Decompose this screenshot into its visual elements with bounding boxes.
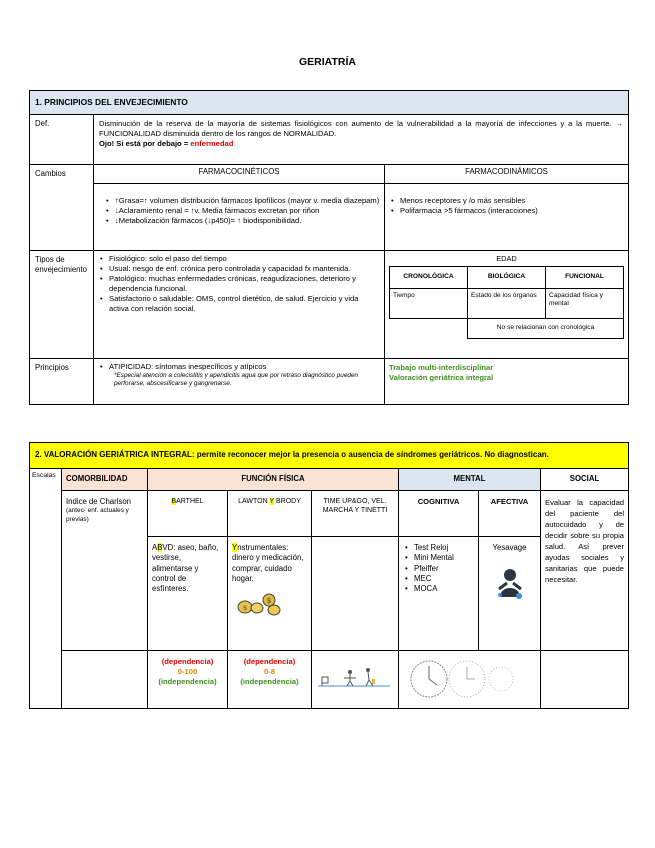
lawton-header <box>228 491 312 537</box>
principios-note: *Especial atención a colecistitis y apendicitis agua que por retraso diagnóstico pueden perforarse, abscesificarse y gangrenarse. <box>114 372 359 388</box>
edad-note: No se relacionan con cronológica <box>468 318 624 338</box>
edad-empty <box>390 318 468 338</box>
walking-test-icon <box>316 665 392 689</box>
edad-header: BIOLÓGICA <box>468 266 546 288</box>
svg-text:$: $ <box>267 598 271 606</box>
comorbilidad-header: COMORBILIDAD <box>62 469 148 491</box>
aivd-cell <box>228 537 312 651</box>
social-empty <box>541 651 629 709</box>
charlson-note: (antec- enf. actuales y previas) <box>66 507 129 523</box>
lawton-score <box>228 651 312 709</box>
score-range: 0-100 <box>177 667 198 677</box>
abvd-cell <box>148 537 228 651</box>
edad-header: FUNCIONAL <box>546 266 624 288</box>
list-item: • Usual: riesgo de enf. crónica pero controlada y capacidad fx mantenida. <box>100 264 380 274</box>
edad-value: Estado de los órganos <box>468 288 546 318</box>
abvd-rest: VD: aseo, baño, vestirse, alimentarse y control de esfínteres. <box>152 543 219 594</box>
principios-cell <box>94 359 385 405</box>
list-item: • Satisfactorio o saludable: OMS, control dietético, de salud. Ejercicio y vida activa con relación social. <box>100 294 380 314</box>
charlson-title: Indice de Charlson <box>66 497 132 506</box>
farmacodinamicos-cell <box>385 165 629 251</box>
cognitiva-cell <box>399 537 479 651</box>
farmacocineticos-title: FARMACOCINÉTICOS <box>94 165 384 184</box>
lawton-highlight: Y <box>269 498 275 505</box>
barthel-header <box>148 491 228 537</box>
tipos-label: Tipos de envejecimiento <box>30 251 94 359</box>
sad-person-icon <box>483 567 536 604</box>
funcion-fisica-header: FUNCIÓN FÍSICA <box>148 469 399 491</box>
list-item: • MEC <box>405 574 474 584</box>
lawton-pre: LAWTON <box>238 498 270 505</box>
list-item: • Polifarmacia >5 fármacos (interacciones) <box>391 206 624 216</box>
barthel-rest: ARTHEL <box>176 498 204 505</box>
farmacocineticos-cell <box>94 165 385 251</box>
tug-empty <box>312 537 399 651</box>
list-item: • Test Reloj <box>405 543 474 553</box>
list-item: • ↓Metabolización fármacos (↓p450)= ↑ biodisponibilidad. <box>106 216 380 226</box>
social-text: Evaluar la capacidad del paciente del autocuidado y de decidir sobre su propia salud. Así prever ayudas sociales y sanitarias que puede necesitar. <box>541 491 629 651</box>
def-note-red: enfermedad <box>190 139 234 149</box>
def-text: Disminución de la reserva de la mayoría de sistemas fisiológicos con aumento de la vulnerabilidad a la mayoría de infecciones y a la muerte. → FUNCIONALIDAD disminuida dentro de los rangos de NORMALIDAD. <box>99 119 624 139</box>
clock-cell <box>399 651 541 709</box>
afectiva-cell <box>479 537 541 651</box>
edad-title: EDAD <box>496 254 517 263</box>
list-item: • ATIPICIDAD: síntomas inespecíficos y atípicos <box>100 362 380 372</box>
list-item: • ↑Grasa=↑ volumen distribución fármacos lipofílicos (mayor v. media diazepam) <box>106 196 380 206</box>
def-note <box>99 139 623 149</box>
afectiva-item: Yesavage <box>492 543 527 552</box>
principios-label: Principios <box>30 359 94 405</box>
cambios-label: Cambios <box>30 165 94 251</box>
list-item: • Menos receptores y /o más sensibles <box>391 196 624 206</box>
clock-icon <box>403 657 523 701</box>
score-indep: (independencia) <box>158 677 217 687</box>
def-cell <box>94 115 629 165</box>
def-label: Def. <box>30 115 94 165</box>
svg-text:$: $ <box>243 606 247 613</box>
escalas-label: Escalas <box>30 469 62 709</box>
assessment-table <box>29 442 629 709</box>
lawton-post: BRODY <box>274 498 301 505</box>
farmacodinamicos-title: FARMACODINÁMICOS <box>385 165 628 184</box>
barthel-highlight: B <box>171 498 177 505</box>
cognitiva-header: COGNITIVA <box>399 491 479 537</box>
tug-figures-cell <box>312 651 399 709</box>
mental-header: MENTAL <box>399 469 541 491</box>
aivd-rest: nstrumentales: dinero y medicación, comprar, cuidado hogar. <box>232 543 304 583</box>
barthel-score <box>148 651 228 709</box>
principios-green-cell <box>385 359 629 405</box>
list-item: • Fisiológico: solo el paso del tiempo <box>100 254 380 264</box>
aivd-highlight: Y <box>232 543 238 552</box>
charlson-empty <box>62 651 148 709</box>
edad-cell <box>385 251 629 359</box>
edad-value: Tiempo <box>390 288 468 318</box>
list-item: • ↓Aclaramiento renal = ↑v. Media fármacos excretan por riñon <box>106 206 380 216</box>
green-line: Valoración geriátrica integral <box>389 373 494 383</box>
score-range: 0-8 <box>264 667 275 677</box>
score-indep: (independencia) <box>240 677 299 687</box>
score-dep: (dependencia) <box>161 657 214 666</box>
tipos-cell <box>94 251 385 359</box>
list-item: • Pfeiffer <box>405 564 474 574</box>
coins-icon <box>236 590 307 619</box>
section2-header: 2. VALORACIÓN GERIÁTRICA INTEGRAL: permite reconocer mejor la presencia o ausencia de síndromes geriátricos. No diagnostican. <box>30 443 629 469</box>
green-line: Trabajo multi-interdisciplinar <box>389 363 494 372</box>
list-item: • Mini Mental <box>405 553 474 563</box>
edad-table <box>389 266 624 339</box>
abvd-pre: A <box>152 543 158 552</box>
def-note-prefix: Ojo! Si está por debajo = <box>99 139 191 149</box>
section1-header: 1. PRINCIPIOS DEL ENVEJECIMIENTO <box>30 91 629 115</box>
charlson-cell <box>62 491 148 651</box>
edad-header: CRONOLÓGICA <box>390 266 468 288</box>
list-item: • Patológico: muchas enfermedades crónicas, reagudizaciones, deterioro y dependencia funcional. <box>100 274 380 294</box>
afectiva-header: AFECTIVA <box>479 491 541 537</box>
social-header: SOCIAL <box>541 469 629 491</box>
abvd-highlight: B <box>157 543 163 552</box>
edad-value: Capacidad física y mental <box>546 288 624 318</box>
score-dep: (dependencia) <box>243 657 296 666</box>
principles-table <box>29 90 629 405</box>
page-title: GERIATRÍA <box>299 56 356 68</box>
tug-header: TIME UP&GO, VEL. MARCHA Y TINETTI <box>312 491 399 537</box>
list-item: • MOCA <box>405 584 474 594</box>
